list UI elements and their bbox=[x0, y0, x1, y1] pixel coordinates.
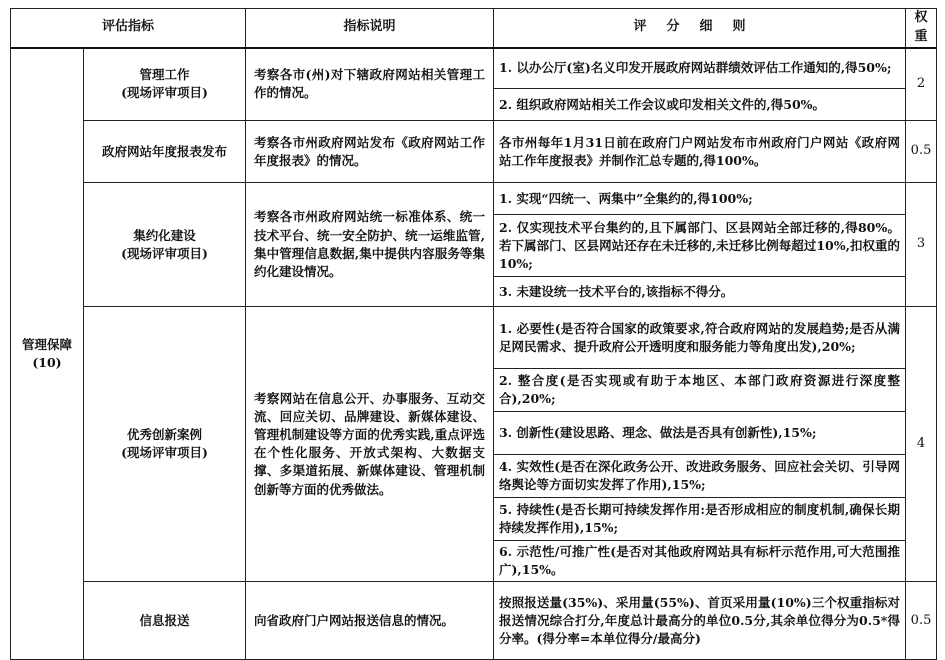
detail-item: 5. 持续性(是否长期可持续发挥作用:是否形成相应的制度机制,确保长期持续发挥作用),15%; bbox=[494, 498, 906, 541]
weight-value: 3 bbox=[906, 183, 937, 307]
detail-item: 4. 实效性(是否在深化政务公开、改进政务服务、回应社会关切、引导网络舆论等方面切实发挥了作用),15%; bbox=[494, 455, 906, 498]
indicator-sub: (现场评审项目) bbox=[121, 245, 208, 261]
indicator-name: 集约化建设 bbox=[133, 227, 196, 243]
indicator-name: 优秀创新案例 bbox=[127, 427, 203, 443]
detail-item: 1. 以办公厅(室)名义印发开展政府网站群绩效评估工作通知的,得50%; bbox=[494, 48, 906, 89]
indicator-description: 考察各市州政府网站统一标准体系、统一技术平台、统一安全防护、统一运维监管,集中管理信息数据,集中提供内容服务等集约化建设情况。 bbox=[246, 183, 494, 307]
detail-item: 按照报送量(35%)、采用量(55%)、首页采用量(10%)三个权重指标对报送情况综合打分,年度总计最高分的单位0.5分,其余单位得分为0.5*得分率。(得分率=本单位得分/最高分) bbox=[494, 582, 906, 660]
indicator-name: 管理工作 bbox=[139, 67, 190, 83]
detail-item: 3. 未建设统一技术平台的,该指标不得分。 bbox=[494, 277, 906, 307]
table-header-row bbox=[11, 9, 937, 48]
indicator-sub: (现场评审项目) bbox=[121, 445, 208, 461]
indicator-description: 考察网站在信息公开、办事服务、互动交流、回应关切、品牌建设、新媒体建设、管理机制建设等方面的优秀实践,重点评选在个性化服务、开放式架构、大数据支撑、多渠道拓展、新媒体建设、管理机制创新等方面的优秀做法。 bbox=[246, 307, 494, 582]
table-row bbox=[11, 121, 937, 183]
category-score: (10) bbox=[32, 355, 62, 371]
table-row bbox=[11, 48, 937, 89]
header-description: 指标说明 bbox=[246, 9, 494, 48]
detail-item: 1. 实现“四统一、两集中”全集约的,得100%; bbox=[494, 183, 906, 215]
indicator-cell bbox=[84, 183, 246, 307]
detail-item: 6. 示范性/可推广性(是否对其他政府网站具有标杆示范作用,可大范围推广),15%。 bbox=[494, 541, 906, 582]
evaluation-table bbox=[10, 8, 937, 660]
header-detail: 评分细则 bbox=[494, 9, 906, 48]
category-cell bbox=[11, 48, 84, 660]
indicator-cell bbox=[84, 582, 246, 660]
detail-item: 2. 仅实现技术平台集约的,且下属部门、区县网站全部迁移的,得80%。若下属部门、区县网站还存在未迁移的,未迁移比例每超过10%,扣权重的10%; bbox=[494, 215, 906, 277]
weight-value: 0.5 bbox=[906, 582, 937, 660]
indicator-description: 考察各市(州)对下辖政府网站相关管理工作的情况。 bbox=[246, 48, 494, 121]
table-row bbox=[11, 183, 937, 215]
indicator-description: 向省政府门户网站报送信息的情况。 bbox=[246, 582, 494, 660]
table-row bbox=[11, 307, 937, 369]
weight-value: 4 bbox=[906, 307, 937, 582]
detail-item: 2. 组织政府网站相关工作会议或印发相关文件的,得50%。 bbox=[494, 89, 906, 121]
indicator-name: 信息报送 bbox=[139, 612, 190, 628]
detail-item: 各市州每年1月31日前在政府门户网站发布市州政府门户网站《政府网站工作年度报表》并制作汇总专题的,得100%。 bbox=[494, 121, 906, 183]
header-indicator: 评估指标 bbox=[11, 9, 246, 48]
indicator-cell bbox=[84, 121, 246, 183]
indicator-cell bbox=[84, 307, 246, 582]
weight-value: 0.5 bbox=[906, 121, 937, 183]
indicator-name: 政府网站年度报表发布 bbox=[102, 143, 228, 159]
detail-item: 2. 整合度(是否实现或有助于本地区、本部门政府资源进行深度整合),20%; bbox=[494, 369, 906, 412]
indicator-cell bbox=[84, 48, 246, 121]
table-row bbox=[11, 582, 937, 660]
detail-item: 3. 创新性(建设思路、理念、做法是否具有创新性),15%; bbox=[494, 412, 906, 455]
header-weight: 权重 bbox=[906, 9, 937, 48]
detail-item: 1. 必要性(是否符合国家的政策要求,符合政府网站的发展趋势;是否从满足网民需求、提升政府公开透明度和服务能力等角度出发),20%; bbox=[494, 307, 906, 369]
indicator-description: 考察各市州政府网站发布《政府网站工作年度报表》的情况。 bbox=[246, 121, 494, 183]
weight-value: 2 bbox=[906, 48, 937, 121]
category-name: 管理保障 bbox=[21, 336, 72, 352]
indicator-sub: (现场评审项目) bbox=[121, 85, 208, 101]
